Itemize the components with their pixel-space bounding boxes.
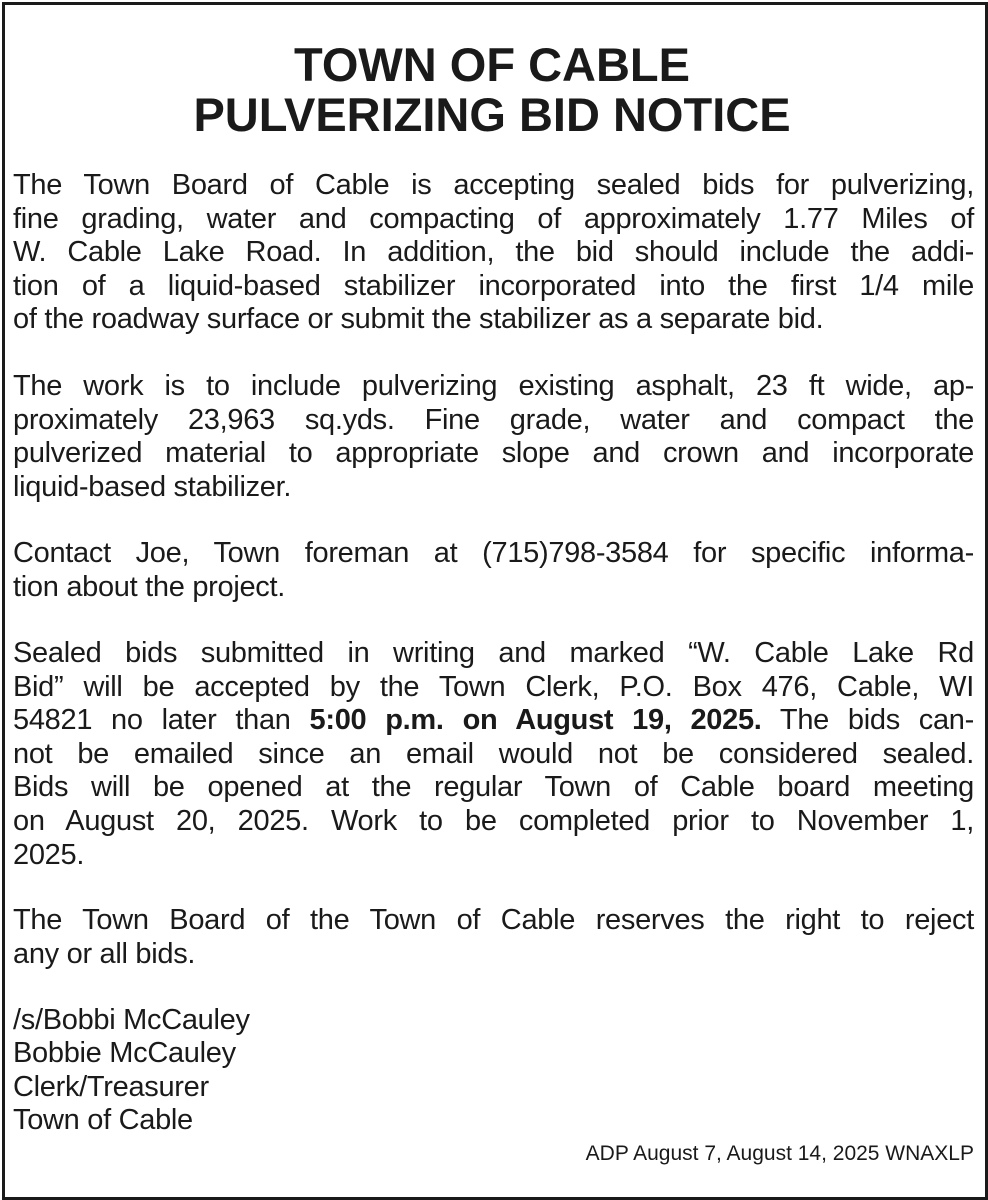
paragraph-line: Bid” will be accepted by the Town Clerk, P.O. Box 476, Cable, WI — [13, 670, 974, 703]
notice-title-line-1: TOWN OF CABLE — [294, 38, 690, 91]
paragraph-line: proximately 23,963 sq.yds. Fine grade, water and compact the — [13, 403, 974, 436]
deadline-date: 5:00 p.m. on August 19, 2025. — [309, 704, 762, 737]
paragraph-line: not be emailed since an email would not be considered sealed. — [13, 737, 974, 770]
signature-name: Bobbie McCauley — [13, 1037, 236, 1069]
paragraph-work-description — [13, 370, 974, 504]
paragraph-line: The Town Board of Cable is accepting sealed bids for pulverizing, — [13, 169, 974, 201]
paragraph-line: pulverized material to appropriate slope and crown and incorporate — [13, 437, 974, 470]
paragraph-line: liquid-based stabilizer. — [13, 470, 292, 503]
paragraph-line: Bids will be opened at the regular Town of Cable board meeting — [13, 771, 974, 804]
deadline-prefix: 54821 no later than — [13, 704, 310, 737]
paragraph-line-deadline — [13, 704, 974, 738]
paragraph-line: The Town Board of the Town of Cable reserves the right to reject — [13, 904, 974, 936]
paragraph-contact — [13, 537, 974, 604]
paragraph-submission — [13, 637, 974, 872]
notice-title-line-2: PULVERIZING BID NOTICE — [193, 88, 791, 141]
paragraph-line: The work is to include pulverizing existing asphalt, 23 ft wide, ap- — [13, 370, 974, 402]
paragraph-line: of the roadway surface or submit the stabilizer as a separate bid. — [13, 303, 824, 336]
paragraph-reservation — [13, 904, 974, 971]
signature-organization: Town of Cable — [13, 1104, 193, 1136]
paragraph-line: tion of a liquid-based stabilizer incorporated into the first 1/4 mile — [13, 269, 974, 302]
paragraph-bid-scope — [13, 169, 974, 337]
signature-title: Clerk/Treasurer — [13, 1071, 209, 1103]
paragraph-line: W. Cable Lake Road. In addition, the bid should include the addi- — [13, 236, 974, 269]
signature-signed: /s/Bobbi McCauley — [13, 1004, 250, 1036]
deadline-suffix: The bids can- — [761, 704, 974, 737]
publication-footer: ADP August 7, August 14, 2025 WNAXLP — [585, 1142, 974, 1165]
paragraph-line: 2025. — [13, 838, 85, 871]
paragraph-line: tion about the project. — [13, 570, 286, 603]
paragraph-line: Contact Joe, Town foreman at (715)798-3584 for specific informa- — [13, 537, 974, 569]
paragraph-line: any or all bids. — [13, 937, 196, 970]
paragraph-line: fine grading, water and compacting of approximately 1.77 Miles of — [13, 202, 974, 235]
paragraph-line: on August 20, 2025. Work to be completed prior to November 1, — [13, 804, 974, 837]
paragraph-line: Sealed bids submitted in writing and marked “W. Cable Lake Rd — [13, 637, 974, 669]
